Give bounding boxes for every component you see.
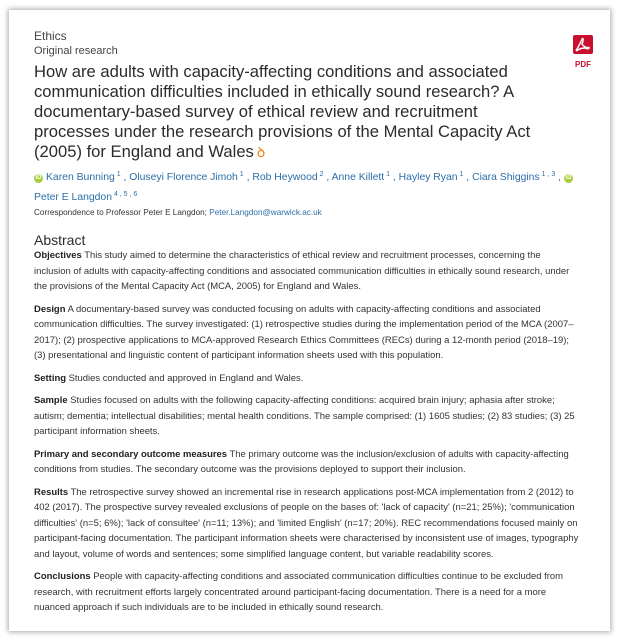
- author-name: Anne Killett: [331, 172, 385, 183]
- orcid-icon[interactable]: iD: [35, 175, 42, 181]
- author-name: Peter E Langdon: [34, 192, 112, 203]
- author-affiliation[interactable]: 1: [457, 171, 464, 178]
- author-separator: ,: [555, 172, 564, 183]
- abstract-section: [34, 447, 579, 478]
- author-link[interactable]: [332, 172, 390, 183]
- author-name: Karen Bunning: [46, 172, 115, 183]
- pdf-download-button[interactable]: [572, 35, 594, 69]
- abstract-section-text: This study aimed to determine the characteristics of ethical review and recruitment processes, concerning the inclusion of adults with capacity-affecting conditions and associated communication difficulties in ethically sound research, under the provisions of the Mental Capacity Act (MCA, 2005) for England and Wales.: [34, 250, 570, 292]
- abstract-section: [34, 371, 579, 387]
- abstract-section-text: The retrospective survey showed an incremental rise in research applications post-MCA implementation from 2 (2012) to 402 (2017). The prospective survey revealed exclusions of people on the bases of: 'lack of capacity' (n=21; 25%); 'communication difficulties' (n=5; 6%); 'lack of consultee' (n=11; 13%); and 'limited English' (n=17; 20%). REC recommendations focused mainly on participant-facing documentation. The participant information sheets were characterised by inconsistent use of images, typography and layout, volume of words and sentences; some simplified language content, but variable readability scores.: [34, 486, 579, 560]
- abstract-section-text: People with capacity-affecting conditions and associated communication difficulties continue to be excluded from research, with recruitment efforts largely concentrated around participant-facing documentation. There is a need for a more nuanced approach if such individuals are to be included in ethically sound research.: [34, 571, 563, 613]
- author-separator: ,: [463, 172, 473, 183]
- orcid-icon[interactable]: iD: [565, 175, 572, 181]
- article-type-label: Original research: [34, 45, 118, 57]
- article-title: [34, 62, 554, 162]
- abstract-body: [34, 248, 579, 616]
- author-affiliation[interactable]: 2: [317, 171, 324, 178]
- author-separator: ,: [120, 172, 130, 183]
- abstract-section-text: A documentary-based survey was conducted focusing on adults with capacity-affecting conditions and associated communication difficulties. The survey investigated: (1) retrospective studies during the implementation period of the MCA (2007–2017); (2) prospective applications to MCA-approved Research Ethics Committees (RECs) during a 12-month period (2018–19); (3) presentational and linguistic content of participant information sheets used with this population.: [34, 303, 574, 361]
- author-affiliation[interactable]: 1: [384, 171, 390, 178]
- author-affiliation[interactable]: 1: [237, 171, 244, 178]
- author-name: Oluseyi Florence Jimoh: [129, 172, 238, 183]
- abstract-section-label: Primary and secondary outcome measures: [34, 448, 228, 460]
- author-name: Ciara Shiggins: [472, 172, 540, 183]
- abstract-section-label: Conclusions: [34, 571, 91, 582]
- abstract-section-label: Sample: [34, 395, 68, 406]
- abstract-section-text: Studies focused on adults with the following capacity-affecting conditions: acquired brain injury; aphasia after stroke; autism; dementia; intellectual disabilities; mental health conditions. The sample comprised: (1) 1605 studies; (2) 83 studies; (3) 25 participant information sheets.: [34, 395, 575, 437]
- abstract-section: [34, 248, 579, 295]
- author-affiliation[interactable]: 4 , 5 , 6: [112, 191, 138, 198]
- author-affiliation[interactable]: 1 , 3: [539, 171, 556, 178]
- open-access-icon: ꝺ: [256, 144, 266, 160]
- abstract-section: [34, 393, 579, 440]
- author-list: [34, 166, 579, 206]
- correspondence-email-link[interactable]: Peter.Langdon@warwick.ac.uk: [209, 208, 322, 217]
- author-link[interactable]: [252, 172, 323, 183]
- abstract-section: [34, 302, 579, 364]
- abstract-section-text: Studies conducted and approved in England and Wales.: [68, 372, 304, 384]
- author-name: Rob Heywood: [252, 172, 318, 183]
- article-page: [9, 10, 610, 631]
- author-name: Hayley Ryan: [398, 172, 458, 183]
- section-label[interactable]: Ethics: [34, 29, 67, 43]
- article-header: [34, 29, 579, 623]
- author-affiliation[interactable]: 1: [114, 171, 121, 178]
- abstract-section-label: Results: [34, 486, 69, 498]
- abstract-section-label: Setting: [34, 372, 66, 384]
- correspondence-text: Correspondence to Professor Peter E Langdon;: [34, 208, 207, 217]
- pdf-label: PDF: [575, 60, 591, 69]
- abstract-section-text: The primary outcome was the inclusion/exclusion of adults with capacity-affecting conditions from studies. The secondary outcome was the provisions deployed to support their inclusion.: [34, 448, 569, 475]
- abstract-section-label: Objectives: [34, 250, 82, 261]
- abstract-section: [34, 569, 579, 616]
- abstract-heading: Abstract: [34, 232, 86, 248]
- abstract-section-label: Design: [34, 303, 66, 315]
- pdf-icon: [573, 35, 593, 54]
- article-title-text: How are adults with capacity-affecting conditions and associated communication difficulties included in ethically sound research? A documentary-based survey of ethical review and recruitment processes under the research provisions of the Mental Capacity Act (2005) for England and Wales: [34, 62, 531, 161]
- author-link[interactable]: [34, 172, 121, 183]
- author-link[interactable]: [129, 172, 243, 183]
- author-link[interactable]: [472, 172, 555, 183]
- author-separator: ,: [243, 172, 253, 183]
- correspondence: [34, 207, 579, 218]
- author-separator: ,: [323, 172, 332, 183]
- author-separator: ,: [389, 172, 399, 183]
- author-link[interactable]: [399, 172, 464, 183]
- abstract-section: [34, 485, 579, 563]
